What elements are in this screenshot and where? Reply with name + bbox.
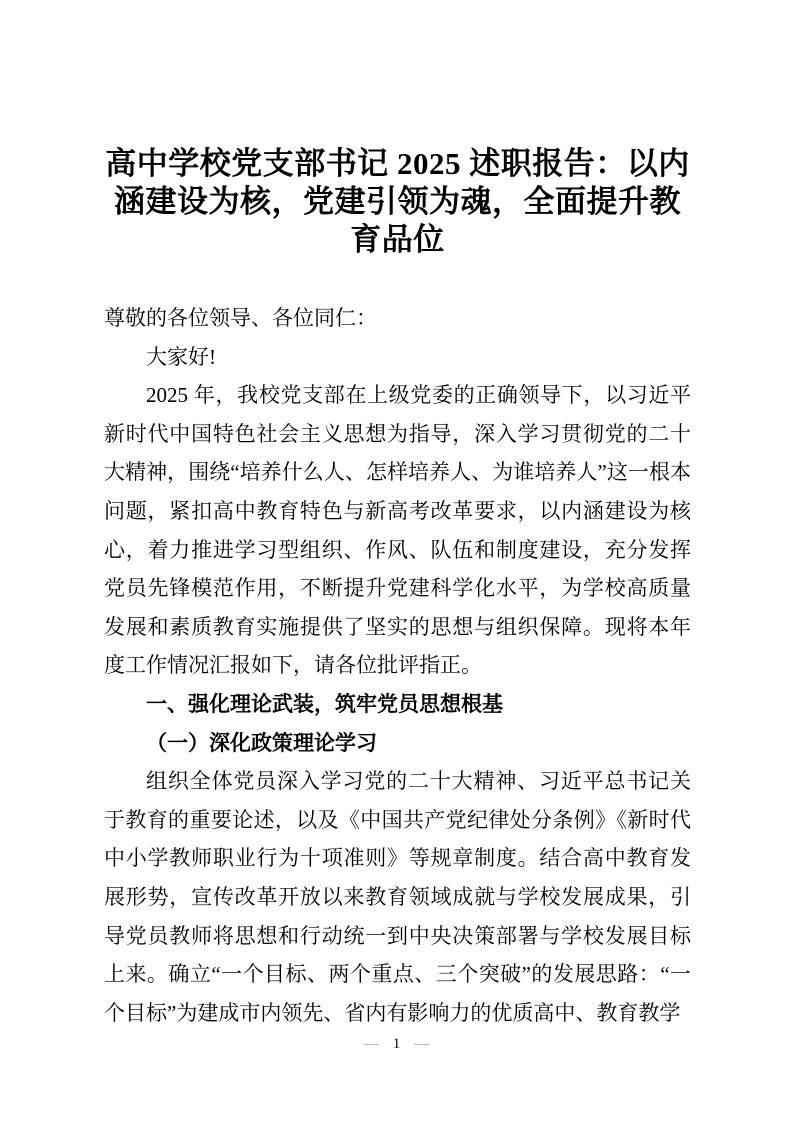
footer-right-dash: — xyxy=(414,1036,430,1052)
document-body xyxy=(104,299,691,1032)
document-title: 高中学校党支部书记 2025 述职报告：以内涵建设为核，党建引领为魂，全面提升教育品位 xyxy=(105,146,690,257)
intro-paragraph: 2025 年，我校党支部在上级党委的正确领导下，以习近平新时代中国特色社会主义思想为指导，深入学习贯彻党的二十大精神，围绕“培养什么人、怎样培养人、为谁培养人”这一根本问题，紧扣高中教育特色与新高考改革要求，以内涵建设为核心，着力推进学习型组织、作风、队伍和制度建设，充分发挥党员先锋模范作用，不断提升党建科学化水平，为学校高质量发展和素质教育实施提供了坚实的思想与组织保障。现将本年度工作情况汇报如下，请各位批评指正。 xyxy=(104,383,691,678)
section-heading-1: 一、强化理论武装，筑牢党员思想根基 xyxy=(146,691,503,716)
footer-left-dash: — xyxy=(363,1036,379,1052)
greeting-line: 大家好! xyxy=(146,344,216,369)
document-content xyxy=(104,0,691,1032)
subsection-heading-1-1: （一）深化政策理论学习 xyxy=(146,730,377,755)
page-number: 1 xyxy=(392,1036,401,1052)
salutation-line: 尊敬的各位领导、各位同仁： xyxy=(104,306,377,330)
section-body-paragraph: 组织全体党员深入学习党的二十大精神、习近平总书记关于教育的重要论述，以及《中国共产党纪律处分条例》《新时代中小学教师职业行为十项准则》等规章制度。结合高中教育发展形势，宣传改革开放以来教育领域成就与学校发展成果，引导党员教师将思想和行动统一到中央决策部署与学校发展目标上来。确立“一个目标、两个重点、三个突破”的发展思路：“一个目标”为建成市内领先、省内有影响力的优质高中、教育教学 xyxy=(104,769,691,1025)
page-footer xyxy=(0,1034,793,1054)
